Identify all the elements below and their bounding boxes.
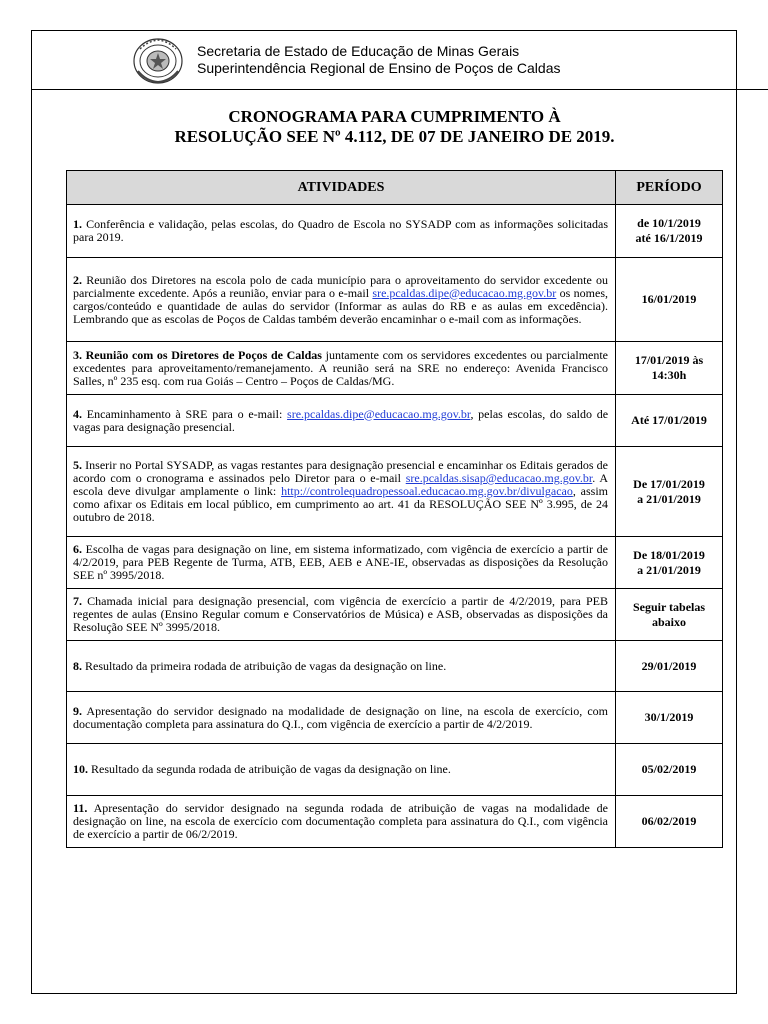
item-number: 11. (73, 801, 88, 815)
activity-cell (67, 395, 616, 447)
activity-text: Resultado da primeira rodada de atribuição de vagas da designação on line. (85, 658, 447, 673)
period-line: abaixo (651, 614, 686, 629)
table-row (67, 205, 723, 258)
period-line: até 16/1/2019 (635, 231, 703, 245)
activity-text: Reunião dos Diretores na escola polo de cada município para o aproveitamento do servidor excedente ou parcialmente excedente. Após a reunião, enviar para o e-mail (73, 272, 608, 300)
activity-text: Escolha de vagas para designação on line, em sistema informatizado, com vigência de exercício a partir de 4/2/2019, para PEB Regente de Turma, ATB, EEB, AEB e ANE-IE, observadas as disposições da Resolução SEE nº 3995/2018. (73, 542, 609, 582)
activity-text: Encaminhamento à SRE para o e-mail: (86, 406, 283, 421)
item-number: 7. (73, 594, 82, 608)
table-row (67, 692, 723, 744)
activity-cell (67, 641, 616, 692)
email-link[interactable]: sre.pcaldas.dipe@educacao.mg.gov.br (372, 285, 557, 300)
item-number: 2. (73, 272, 82, 287)
item-number: 6. (73, 542, 82, 556)
activity-text: Inserir no Portal SYSADP, as vagas restantes para designação presencial e encaminhar os Editais gerados de acordo com o cronograma e assinados pelo Diretor para o e-mail (73, 458, 608, 485)
table-header-row (67, 171, 723, 205)
activity-text: Conferência e validação, pelas escolas, do Quadro de Escola no SYSADP com as informações solicitadas para 2019. (73, 217, 608, 244)
period-cell (616, 447, 723, 537)
table-row (67, 447, 723, 537)
activity-cell (67, 692, 616, 744)
header-divider (31, 89, 768, 90)
portal-link[interactable]: http://controlequadropessoal.educacao.mg.gov.br/divulgacao (281, 484, 573, 498)
period-line: 29/01/2019 (641, 658, 697, 673)
activity-text: Apresentação do servidor designado na modalidade de designação on line, na escola de exercício, com documentação completa para assinatura do Q.I., com vigência de exercício a partir de 4/2/2019. (73, 703, 608, 731)
activity-cell (67, 447, 616, 537)
activity-cell (67, 589, 616, 641)
activity-bold-text: Reunião com os Diretores de Poços de Caldas (85, 347, 322, 362)
period-line: a 21/01/2019 (637, 562, 701, 577)
institution-header (197, 43, 560, 77)
item-number: 8. (73, 658, 82, 673)
activity-cell (67, 796, 616, 848)
table-row (67, 641, 723, 692)
table-row (67, 744, 723, 796)
activity-cell (67, 205, 616, 258)
period-cell (616, 342, 723, 395)
title-line-1: CRONOGRAMA PARA CUMPRIMENTO À (228, 107, 561, 126)
item-number: 3. (73, 347, 82, 362)
table-row (67, 258, 723, 342)
item-number: 9. (73, 703, 82, 718)
institution-line-2: Superintendência Regional de Ensino de Poços de Caldas (197, 60, 561, 76)
table-row (67, 342, 723, 395)
period-line: De 18/01/2019 (633, 547, 705, 562)
period-line: a 21/01/2019 (637, 491, 701, 506)
period-cell (616, 258, 723, 342)
period-cell (616, 589, 723, 641)
period-line: de 10/1/2019 (637, 216, 701, 230)
activity-cell (67, 342, 616, 395)
period-line: De 17/01/2019 (633, 476, 705, 491)
activity-cell (67, 744, 616, 796)
period-cell (616, 205, 723, 258)
item-number: 5. (73, 458, 82, 472)
activities-column-header: ATIVIDADES (67, 171, 616, 205)
item-number: 10. (73, 762, 88, 776)
activity-text: , assim como afixar os Editais em local público, em cumprimento ao art. 41 da RESOLUÇÃO SEE Nº 3.995, de 24 outubro de 2018. (73, 484, 608, 524)
title-line-2: RESOLUÇÃO SEE Nº 4.112, DE 07 DE JANEIRO DE 2019. (174, 127, 615, 146)
item-number: 1. (73, 217, 82, 231)
table-row (67, 395, 723, 447)
activity-text: Chamada inicial para designação presencial, com vigência de exercício a partir de 4/2/2019, para PEB regentes de aulas (Ensino Regular comum e Conservatórios de Música) e ASB, observadas as disposições da Resolução SEE Nº 3995/2018. (73, 594, 608, 634)
activity-text: . A escola deve divulgar amplamente o link: (73, 471, 609, 498)
period-line: Até 17/01/2019 (631, 413, 707, 427)
activity-text: os nomes, cargos/conteúdo e quantidade de aulas do servidor (Informar as aulas do RB e as aulas em excedência). Lembrando que as escolas de Poços de Caldas também deverão encaminhar o e-mail com as informações. (73, 285, 608, 326)
email-link[interactable]: sre.pcaldas.dipe@educacao.mg.gov.br (287, 406, 471, 421)
period-column-header: PERÍODO (616, 171, 723, 205)
period-line: 06/02/2019 (641, 814, 697, 828)
period-cell (616, 796, 723, 848)
period-line: 17/01/2019 às (634, 353, 704, 367)
period-cell (616, 744, 723, 796)
activity-text: juntamente com os servidores excedentes ou parcialmente excedentes para aproveitamento/remanejamento. A reunião será na SRE no endereço: Avenida Francisco Salles, nº 235 esq. com rua Goiás – Centro – Poços de Caldas/MG. (73, 347, 609, 388)
document-title (67, 107, 722, 147)
activity-text: , pelas escolas, do saldo de vagas para designação presencial. (73, 406, 609, 434)
period-line: 05/02/2019 (641, 762, 697, 776)
period-cell (616, 692, 723, 744)
activity-text: Resultado da segunda rodada de atribuição de vagas da designação on line. (91, 762, 451, 776)
period-line: Seguir tabelas (632, 599, 706, 614)
table-row (67, 589, 723, 641)
period-line: 16/01/2019 (641, 292, 697, 306)
table-row (67, 796, 723, 848)
state-seal-icon (132, 37, 184, 85)
period-line: 14:30h (651, 368, 687, 382)
institution-line-1: Secretaria de Estado de Educação de Minas Gerais (197, 43, 520, 59)
period-cell (616, 537, 723, 589)
period-line: 30/1/2019 (644, 710, 694, 724)
activity-cell (67, 537, 616, 589)
email-link[interactable]: sre.pcaldas.sisap@educacao.mg.gov.br (405, 471, 593, 485)
activity-text: Apresentação do servidor designado na segunda rodada de atribuição de vagas na modalidade de designação on line, na escola de exercício com documentação completa para assinatura do Q.I., com vigência de exercício a partir de 06/2/2019. (73, 801, 609, 841)
period-cell (616, 395, 723, 447)
item-number: 4. (73, 406, 82, 421)
period-cell (616, 641, 723, 692)
activity-cell (67, 258, 616, 342)
schedule-table (66, 170, 723, 848)
table-row (67, 537, 723, 589)
